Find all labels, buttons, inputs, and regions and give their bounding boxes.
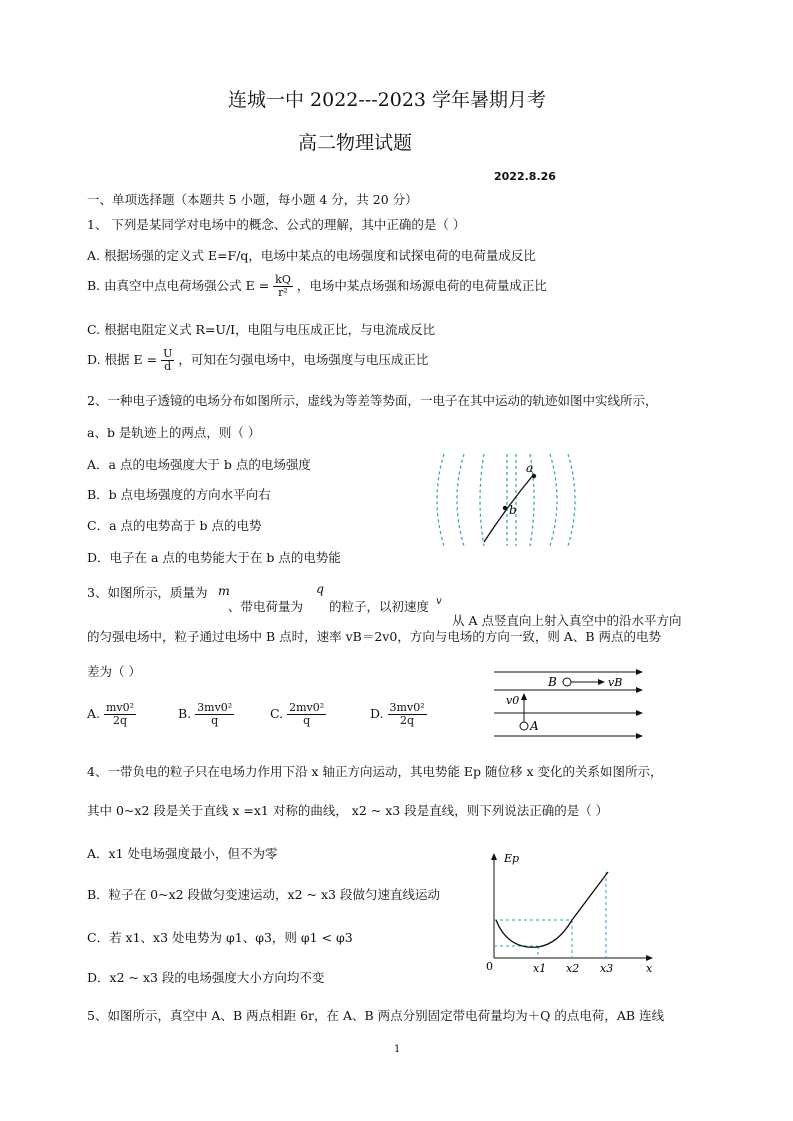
q2-option-c: C．a 点的电势高于 b 点的电势 xyxy=(87,518,262,533)
fig-label-a: A xyxy=(530,719,539,733)
point-b-label: b xyxy=(509,503,517,517)
point-b-dot xyxy=(503,506,507,510)
fig-label-vb: vB xyxy=(608,676,623,689)
section-heading: 一、单项选择题（本题共 5 小题，每小题 4 分，共 20 分） xyxy=(87,192,418,207)
q3-line1-start: 3、如图所示，质量为 xyxy=(87,585,208,600)
q4-option-a: A．x1 处电场强度最小，但不为零 xyxy=(87,846,278,861)
point-a-label: a xyxy=(526,461,534,475)
q1-d-fraction: $\frac{U}{d}$ xyxy=(163,347,173,373)
q4-option-b: B．粒子在 0~x2 段做匀变速运动，x2 ~ x3 段做匀速直线运动 xyxy=(87,887,440,902)
q4-line2: 其中 0~x2 段是关于直线 x =x1 对称的曲线， x2 ~ x3 段是直线，则下列说法正确的是（ ） xyxy=(87,803,609,818)
q3-option-c: C. $\frac{\text{2mv0²}}{q}$ xyxy=(270,701,325,727)
q2-option-d: D．电子在 a 点的电势能大于在 b 点的电势能 xyxy=(87,550,341,565)
q5-line1: 5、如图所示，真空中 A、B 两点相距 6r，在 A、B 两点分别固定带电荷量均为＋Q 的点电荷，AB 连线 xyxy=(87,1008,665,1023)
x1-label: x1 xyxy=(533,962,547,975)
point-b-circle xyxy=(563,678,571,686)
equipotential-line xyxy=(457,454,464,546)
equipotential-line xyxy=(437,454,444,546)
q3-option-d: D. $\frac{\text{3mv0²}}{2q}$ xyxy=(370,701,425,727)
q3-charge-symbol: q xyxy=(316,581,325,596)
q1-option-b: B. 由真空中点电荷场强公式 E = $\frac{kQ}{\text{r²}}$ ，电场中某点场强和场源电荷的电荷量成正比 xyxy=(87,273,547,299)
ep-label: Ep xyxy=(504,852,520,865)
fig-label-b: B xyxy=(548,675,557,689)
q3-line1-end: 从 A 点竖直向上射入真空中的沿水平方向 xyxy=(452,613,682,628)
q1-option-a: A. 根据场强的定义式 E=F/q，电场中某点的电场强度和试探电荷的电荷量成反比 xyxy=(87,248,536,263)
q1-stem: 1、 下列是某同学对电场中的概念、公式的理解，其中正确的是（ ） xyxy=(87,217,466,232)
q4-option-c: C．若 x1、x3 处电势为 φ1、φ3，则 φ1 < φ3 xyxy=(87,930,353,945)
q3-option-b: B. $\frac{\text{3mv0²}}{q}$ xyxy=(178,701,233,727)
q2-electron-lens-figure xyxy=(430,450,580,550)
q2-option-b: B．b 点电场强度的方向水平向右 xyxy=(87,487,271,502)
exam-date: 2022.8.26 xyxy=(494,170,556,183)
page-number: 1 xyxy=(394,1044,401,1055)
fig-label-v0: v0 xyxy=(506,694,520,707)
q4-line1: 4、一带负电的粒子只在电场力作用下沿 x 轴正方向运动，其电势能 Ep 随位移 x 变化的关系如图所示， xyxy=(87,764,663,779)
subject-title: 高二物理试题 xyxy=(298,132,413,154)
q4-ep-x-graph xyxy=(480,848,660,976)
q3-uniform-field-figure xyxy=(490,664,648,744)
q1-option-d: D. 根据 E = $\frac{U}{d}$ ，可知在匀强电场中，电场强度与电压成正比 xyxy=(87,347,429,373)
equipotential-line xyxy=(550,454,557,546)
q3-line3: 差为（ ） xyxy=(87,664,141,679)
equipotential-line xyxy=(480,454,484,546)
q3-option-a: A. $\frac{\text{mv0²}}{2q}$ xyxy=(87,701,135,727)
x2-label: x2 xyxy=(566,962,580,975)
q2-option-a: A．a 点的电场强度大于 b 点的电场强度 xyxy=(87,457,311,472)
x3-label: x3 xyxy=(600,962,614,975)
x-axis-label: x xyxy=(646,962,653,975)
q1-b-fraction: $\frac{kQ}{\text{r²}}$ xyxy=(275,273,291,299)
q4-option-d: D．x2 ~ x3 段的电场强度大小方向均不变 xyxy=(87,970,325,985)
q3-line2: 的匀强电场中，粒子通过电场中 B 点时，速率 vB＝2v0，方向与电场的方向一致，则 A、B 两点的电势 xyxy=(87,629,661,644)
q3-velocity-symbol: v xyxy=(436,596,442,607)
exam-title: 连城一中 2022---2023 学年暑期月考 xyxy=(228,89,547,111)
ep-curve xyxy=(496,872,608,947)
origin-label: 0 xyxy=(486,960,493,973)
q3-mass-symbol: m xyxy=(218,583,230,598)
q3-line1-mid: 、带电荷量为 xyxy=(228,599,304,614)
q3-line1-post: 的粒子，以初速度 xyxy=(329,599,430,614)
point-a-circle xyxy=(520,722,528,730)
q2-stem-line1: 2、一种电子透镜的电场分布如图所示，虚线为等差等势面，一电子在其中运动的轨迹如图中实线所示， xyxy=(87,393,658,408)
q1-option-c: C. 根据电阻定义式 R=U/I，电阻与电压成正比，与电流成反比 xyxy=(87,322,436,337)
equipotential-line xyxy=(568,454,575,546)
q2-stem-line2: a、b 是轨迹上的两点，则（ ） xyxy=(87,425,261,440)
